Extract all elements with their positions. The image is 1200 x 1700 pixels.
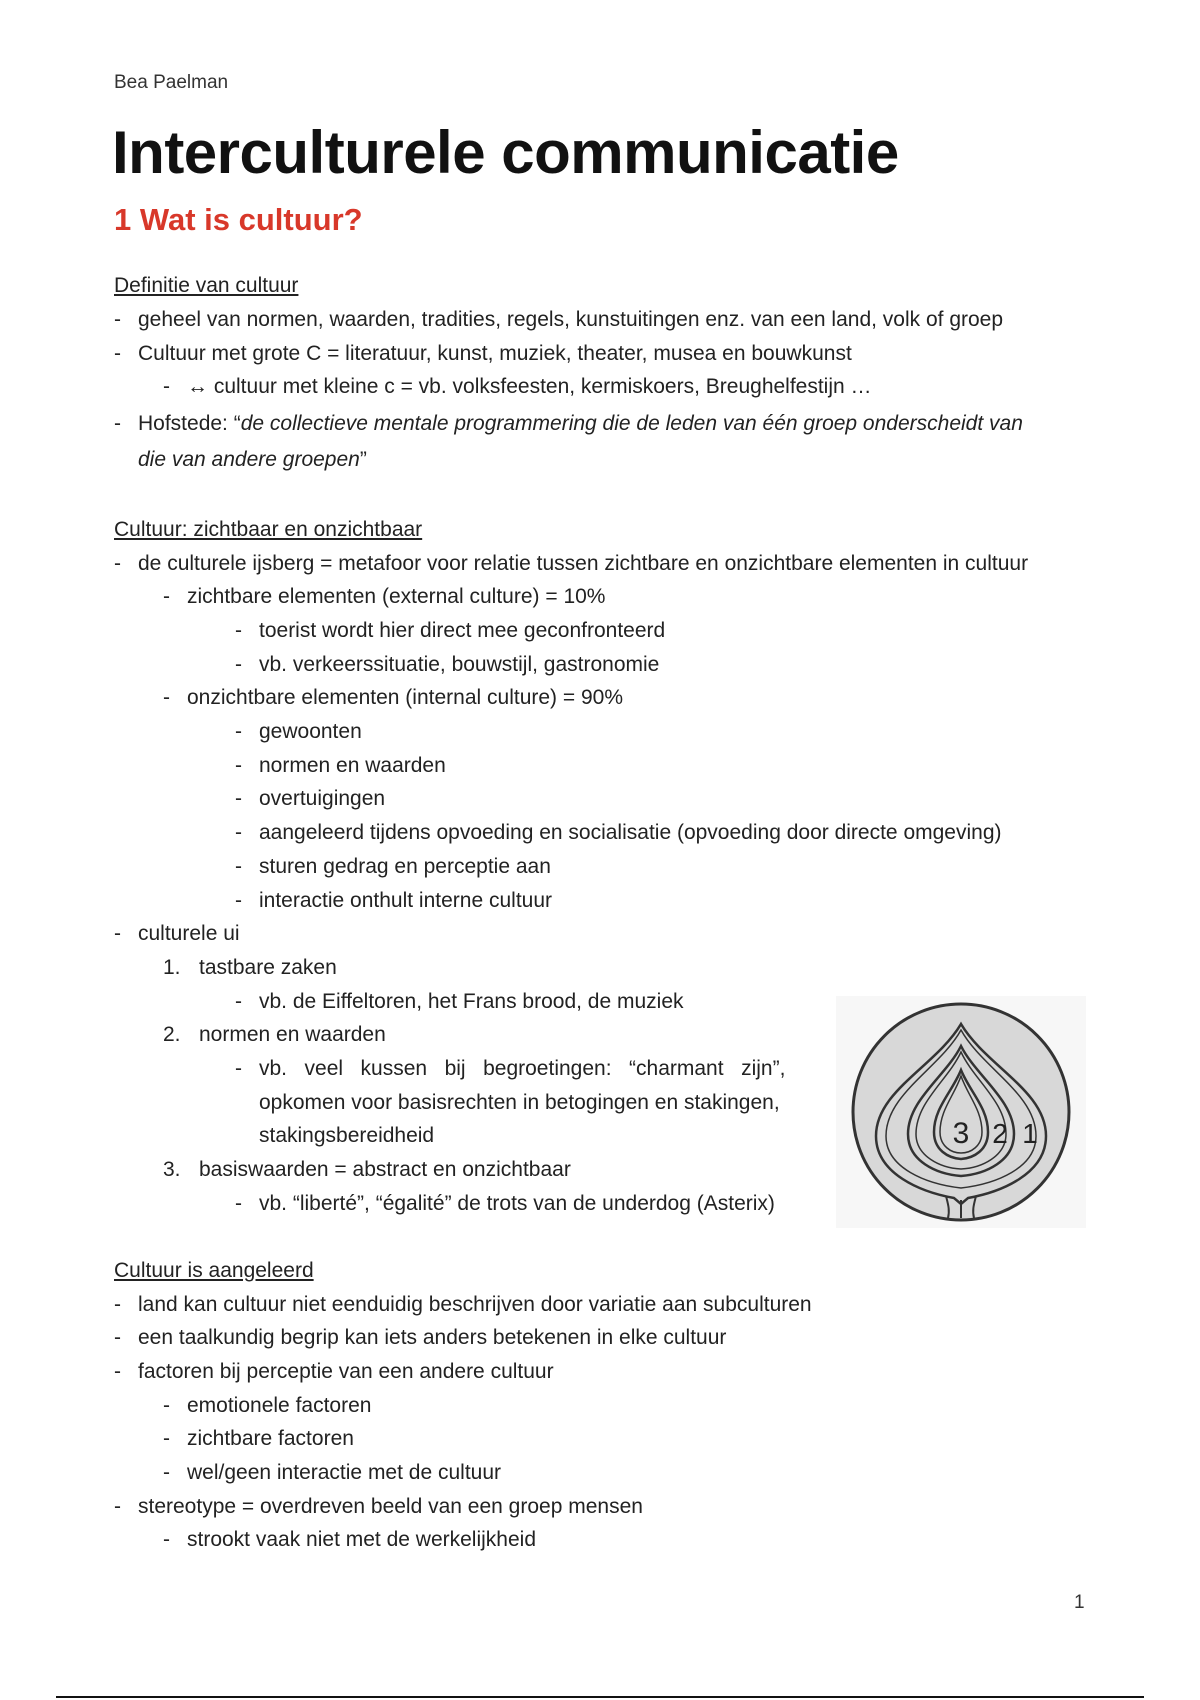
list-item: - emotionele factoren — [163, 1394, 372, 1417]
list-item: - stereotype = overdreven beeld van een groep mensen — [114, 1495, 643, 1518]
list-item: - interactie onthult interne cultuur — [235, 889, 553, 912]
list-item: - vb. “liberté”, “égalité” de trots van de underdog (Asterix) — [235, 1192, 775, 1215]
list-item: - Cultuur met grote C = literatuur, kunst, muziek, theater, musea en bouwkunst — [114, 342, 852, 365]
list-item: - aangeleerd tijdens opvoeding en socialisatie (opvoeding door directe omgeving) — [235, 821, 1002, 844]
list-item: - geheel van normen, waarden, tradities, regels, kunstuitingen enz. van een land, volk of groep — [114, 308, 1004, 331]
list-item: - ↔ cultuur met kleine c = vb. volksfeesten, kermiskoers, Breughelfestijn … — [163, 375, 872, 398]
subheading-aangeleerd: Cultuur is aangeleerd — [114, 1259, 314, 1282]
cultural-onion-figure — [836, 996, 1086, 1228]
list-item: - gewoonten — [235, 720, 362, 743]
section-title: 1 Wat is cultuur? — [114, 202, 363, 237]
list-item-continued: stakingsbereidheid — [259, 1124, 435, 1147]
list-item: - onzichtbare elementen (internal culture) = 90% — [163, 686, 623, 709]
numbered-item: 1. tastbare zaken — [163, 956, 337, 979]
list-item: - culturele ui — [114, 922, 240, 945]
list-item: - strookt vaak niet met de werkelijkheid — [163, 1528, 536, 1551]
author-name: Bea Paelman — [114, 72, 229, 93]
page-number: 1 — [1074, 1592, 1085, 1613]
onion-label-1: 1 — [1022, 1118, 1038, 1149]
list-item: - land kan cultuur niet eenduidig beschrijven door variatie aan subculturen — [114, 1293, 812, 1316]
list-item-hofstede: - Hofstede: “de collectieve mentale programmering die de leden van één groep onderscheidt van — [114, 412, 1023, 435]
list-item: - de culturele ijsberg = metafoor voor relatie tussen zichtbare en onzichtbare elementen in cultuur — [114, 552, 1029, 575]
list-item: - factoren bij perceptie van een andere cultuur — [114, 1360, 554, 1383]
list-item: - vb. veel kussen bij begroetingen: “charmant zijn”, — [235, 1057, 786, 1080]
list-item: - overtuigingen — [235, 787, 386, 810]
list-item: - toerist wordt hier direct mee geconfronteerd — [235, 619, 666, 642]
numbered-item: 2. normen en waarden — [163, 1023, 386, 1046]
onion-label-2: 2 — [992, 1118, 1008, 1149]
subheading-zichtbaar: Cultuur: zichtbaar en onzichtbaar — [114, 518, 423, 541]
onion-label-3: 3 — [952, 1117, 970, 1150]
numbered-item: 3. basiswaarden = abstract en onzichtbaar — [163, 1158, 571, 1181]
document-title: Interculturele communicatie — [112, 119, 899, 186]
list-item: - wel/geen interactie met de cultuur — [163, 1461, 502, 1484]
list-item: - sturen gedrag en perceptie aan — [235, 855, 551, 878]
list-item: - een taalkundig begrip kan iets anders betekenen in elke cultuur — [114, 1326, 727, 1349]
list-item-continued: opkomen voor basisrechten in betogingen en stakingen, — [259, 1091, 780, 1114]
list-item: - zichtbare factoren — [163, 1427, 354, 1450]
list-item: - normen en waarden — [235, 754, 446, 777]
bottom-rule — [56, 1696, 1144, 1698]
list-item: - vb. verkeerssituatie, bouwstijl, gastronomie — [235, 653, 660, 676]
list-item-hofstede-continued: die van andere groepen” — [138, 448, 367, 471]
onion-icon — [836, 996, 1086, 1228]
subheading-definitie: Definitie van cultuur — [114, 274, 299, 297]
list-item: - vb. de Eiffeltoren, het Frans brood, de muziek — [235, 990, 684, 1013]
list-item: - zichtbare elementen (external culture) = 10% — [163, 585, 606, 608]
